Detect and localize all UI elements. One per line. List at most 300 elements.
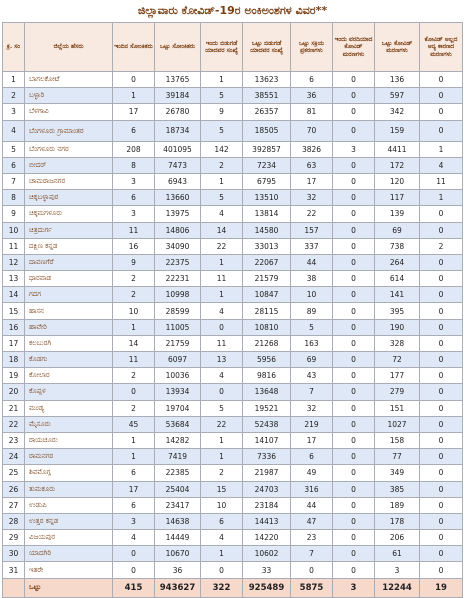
value-cell: 14806 (155, 222, 201, 238)
value-cell: 53684 (155, 416, 201, 432)
value-cell: 0 (201, 319, 243, 335)
table-frame (2, 22, 462, 593)
value-cell: 77 (375, 449, 420, 465)
table-row (3, 238, 463, 254)
value-cell: 1 (113, 432, 155, 448)
district-name-cell: ವಿಜಯಪುರ (25, 530, 113, 546)
district-name-cell: ಚಿಕ್ಕಬಳ್ಳಾಪುರ (25, 190, 113, 206)
value-cell: 5 (201, 120, 243, 141)
value-cell: 5 (291, 319, 333, 335)
value-cell: 33013 (243, 238, 291, 254)
table-row (3, 481, 463, 497)
serial-cell: 24 (3, 449, 25, 465)
value-cell: 0 (420, 120, 463, 141)
value-cell: 23417 (155, 497, 201, 513)
value-cell: 14413 (243, 513, 291, 529)
value-cell: 158 (375, 432, 420, 448)
column-header: ಇಂದಿನ ಸೋಂಕಿತರು (113, 23, 155, 72)
district-name-cell: ಗದಗ (25, 287, 113, 303)
serial-cell: 12 (3, 254, 25, 270)
value-cell: 1 (113, 319, 155, 335)
value-cell: 0 (201, 384, 243, 400)
value-cell: 32 (291, 190, 333, 206)
serial-cell: 10 (3, 222, 25, 238)
table-row (3, 384, 463, 400)
value-cell: 0 (333, 546, 375, 562)
value-cell: 1 (420, 141, 463, 157)
value-cell: 0 (420, 88, 463, 104)
value-cell: 0 (333, 104, 375, 120)
district-name-cell: ಮಂಡ್ಯ (25, 400, 113, 416)
value-cell: 13648 (243, 384, 291, 400)
table-row (3, 546, 463, 562)
serial-cell: 28 (3, 513, 25, 529)
serial-cell: 8 (3, 190, 25, 206)
value-cell: 1 (201, 287, 243, 303)
value-cell: 11 (201, 335, 243, 351)
value-cell: 6 (113, 190, 155, 206)
district-name-cell: ಯಾದಗಿರಿ (25, 546, 113, 562)
value-cell: 6943 (155, 173, 201, 189)
district-name-cell: ಶಿವಮೊಗ್ಗ (25, 465, 113, 481)
value-cell: 2 (201, 465, 243, 481)
value-cell: 1 (201, 432, 243, 448)
district-name-cell: ಬೆಳಗಾವಿ (25, 104, 113, 120)
table-row (3, 141, 463, 157)
value-cell: 2 (113, 271, 155, 287)
total-cell: 19 (420, 578, 463, 597)
value-cell: 89 (291, 303, 333, 319)
value-cell: 8 (113, 157, 155, 173)
value-cell: 328 (375, 335, 420, 351)
total-cell: 925489 (243, 578, 291, 597)
value-cell: 6 (291, 72, 333, 88)
table-row (3, 513, 463, 529)
value-cell: 7 (291, 546, 333, 562)
value-cell: 1 (113, 88, 155, 104)
value-cell: 36 (291, 88, 333, 104)
serial-cell: 15 (3, 303, 25, 319)
value-cell: 45 (113, 416, 155, 432)
value-cell: 14107 (243, 432, 291, 448)
serial-cell: 5 (3, 141, 25, 157)
value-cell: 1 (201, 254, 243, 270)
value-cell: 0 (333, 287, 375, 303)
value-cell: 0 (333, 254, 375, 270)
value-cell: 3826 (291, 141, 333, 157)
value-cell: 43 (291, 368, 333, 384)
serial-cell: 21 (3, 400, 25, 416)
value-cell: 0 (333, 416, 375, 432)
table-row (3, 368, 463, 384)
table-row (3, 173, 463, 189)
value-cell: 34090 (155, 238, 201, 254)
value-cell: 10998 (155, 287, 201, 303)
value-cell: 19704 (155, 400, 201, 416)
value-cell: 6 (113, 497, 155, 513)
district-name-cell: ಹಾಸನ (25, 303, 113, 319)
serial-cell: 9 (3, 206, 25, 222)
total-cell: 943627 (155, 578, 201, 597)
value-cell: 0 (420, 384, 463, 400)
value-cell: 14580 (243, 222, 291, 238)
value-cell: 597 (375, 88, 420, 104)
value-cell: 6 (113, 465, 155, 481)
value-cell: 279 (375, 384, 420, 400)
value-cell: 22231 (155, 271, 201, 287)
serial-cell: 23 (3, 432, 25, 448)
value-cell: 1027 (375, 416, 420, 432)
value-cell: 36 (155, 562, 201, 578)
value-cell: 6097 (155, 352, 201, 368)
value-cell: 189 (375, 497, 420, 513)
district-covid-table (2, 22, 463, 598)
value-cell: 0 (420, 254, 463, 270)
value-cell: 70 (291, 120, 333, 141)
total-row (3, 578, 463, 597)
value-cell: 3 (375, 562, 420, 578)
district-name-cell: ಬೆಂಗಳೂರು ನಗರ (25, 141, 113, 157)
column-header: ಕ್ರ. ಸಂ (3, 23, 25, 72)
value-cell: 142 (201, 141, 243, 157)
column-header: ಒಟ್ಟು ಸೋಂಕಿತರು (155, 23, 201, 72)
value-cell: 0 (333, 190, 375, 206)
serial-cell: 20 (3, 384, 25, 400)
table-body (3, 72, 463, 579)
district-name-cell: ದಾವಣಗೆರೆ (25, 254, 113, 270)
value-cell: 10602 (243, 546, 291, 562)
value-cell: 17 (291, 173, 333, 189)
serial-cell: 18 (3, 352, 25, 368)
value-cell: 0 (333, 449, 375, 465)
table-row (3, 319, 463, 335)
value-cell: 0 (420, 104, 463, 120)
value-cell: 7 (291, 384, 333, 400)
table-row (3, 157, 463, 173)
serial-cell: 19 (3, 368, 25, 384)
value-cell: 0 (333, 173, 375, 189)
total-cell: 322 (201, 578, 243, 597)
value-cell: 159 (375, 120, 420, 141)
value-cell: 157 (291, 222, 333, 238)
value-cell: 26357 (243, 104, 291, 120)
value-cell: 10 (113, 303, 155, 319)
value-cell: 264 (375, 254, 420, 270)
value-cell: 19521 (243, 400, 291, 416)
value-cell: 7419 (155, 449, 201, 465)
column-header: ಜಿಲ್ಲೆಯ ಹೆಸರು (25, 23, 113, 72)
value-cell: 738 (375, 238, 420, 254)
serial-cell: 4 (3, 120, 25, 141)
total-cell: 415 (113, 578, 155, 597)
district-name-cell: ಹಾವೇರಿ (25, 319, 113, 335)
value-cell: 0 (420, 72, 463, 88)
value-cell: 3 (113, 173, 155, 189)
value-cell: 0 (333, 319, 375, 335)
value-cell: 22 (291, 206, 333, 222)
value-cell: 2 (113, 287, 155, 303)
value-cell: 163 (291, 335, 333, 351)
table-row (3, 497, 463, 513)
column-header: ಒಟ್ಟು ಸಕ್ರಿಯ ಪ್ರಕರಣಗಳು (291, 23, 333, 72)
district-name-cell: ಉತ್ತರ ಕನ್ನಡ (25, 513, 113, 529)
value-cell: 0 (333, 222, 375, 238)
value-cell: 0 (333, 335, 375, 351)
value-cell: 5 (201, 88, 243, 104)
district-name-cell: ಚಿಕ್ಕಮಗಳೂರು (25, 206, 113, 222)
value-cell: 72 (375, 352, 420, 368)
value-cell: 10847 (243, 287, 291, 303)
district-name-cell: ಕಲಬುರಗಿ (25, 335, 113, 351)
district-name-cell: ರಾಮನಗರ (25, 449, 113, 465)
value-cell: 151 (375, 400, 420, 416)
serial-cell: 2 (3, 88, 25, 104)
table-row (3, 88, 463, 104)
value-cell: 10036 (155, 368, 201, 384)
district-name-cell: ಕೊಪ್ಪಳ (25, 384, 113, 400)
table-row (3, 206, 463, 222)
value-cell: 17 (113, 481, 155, 497)
district-name-cell: ಕೊಡಗು (25, 352, 113, 368)
value-cell: 3 (113, 513, 155, 529)
value-cell: 23 (291, 530, 333, 546)
value-cell: 10 (201, 497, 243, 513)
serial-cell: 7 (3, 173, 25, 189)
value-cell: 172 (375, 157, 420, 173)
value-cell: 120 (375, 173, 420, 189)
value-cell: 44 (291, 497, 333, 513)
table-row (3, 287, 463, 303)
value-cell: 0 (333, 432, 375, 448)
value-cell: 14 (113, 335, 155, 351)
value-cell: 4 (201, 368, 243, 384)
serial-cell: 1 (3, 72, 25, 88)
table-row (3, 400, 463, 416)
value-cell: 1 (113, 449, 155, 465)
value-cell: 5 (201, 190, 243, 206)
value-cell: 9 (201, 104, 243, 120)
value-cell: 0 (333, 303, 375, 319)
value-cell: 3 (333, 141, 375, 157)
value-cell: 0 (333, 352, 375, 368)
value-cell: 0 (333, 562, 375, 578)
value-cell: 13975 (155, 206, 201, 222)
table-row (3, 416, 463, 432)
table-row (3, 562, 463, 578)
value-cell: 17 (113, 104, 155, 120)
value-cell: 5 (201, 400, 243, 416)
serial-cell: 6 (3, 157, 25, 173)
value-cell: 0 (291, 562, 333, 578)
value-cell: 81 (291, 104, 333, 120)
value-cell: 22 (201, 238, 243, 254)
district-name-cell: ಕೋಲಾರ (25, 368, 113, 384)
value-cell: 0 (333, 206, 375, 222)
value-cell: 136 (375, 72, 420, 88)
serial-cell: 14 (3, 287, 25, 303)
serial-cell: 26 (3, 481, 25, 497)
value-cell: 1 (201, 546, 243, 562)
value-cell: 0 (420, 497, 463, 513)
value-cell: 13765 (155, 72, 201, 88)
table-row (3, 530, 463, 546)
district-name-cell: ಚಾಮರಾಜನಗರ (25, 173, 113, 189)
value-cell: 21987 (243, 465, 291, 481)
table-row (3, 432, 463, 448)
value-cell: 0 (333, 88, 375, 104)
value-cell: 0 (333, 530, 375, 546)
district-name-cell: ಚಿತ್ರದುರ್ಗ (25, 222, 113, 238)
value-cell: 28599 (155, 303, 201, 319)
serial-cell: 17 (3, 335, 25, 351)
district-name-cell: ಇತರೇ (25, 562, 113, 578)
serial-cell: 25 (3, 465, 25, 481)
value-cell: 21579 (243, 271, 291, 287)
value-cell: 9 (113, 254, 155, 270)
value-cell: 0 (420, 562, 463, 578)
value-cell: 4 (113, 530, 155, 546)
value-cell: 0 (420, 335, 463, 351)
value-cell: 0 (333, 72, 375, 88)
value-cell: 316 (291, 481, 333, 497)
serial-cell: 31 (3, 562, 25, 578)
table-row (3, 190, 463, 206)
value-cell: 11 (420, 173, 463, 189)
value-cell: 10 (291, 287, 333, 303)
value-cell: 13510 (243, 190, 291, 206)
value-cell: 11 (113, 352, 155, 368)
table-row (3, 222, 463, 238)
value-cell: 13814 (243, 206, 291, 222)
value-cell: 6 (291, 449, 333, 465)
value-cell: 0 (333, 400, 375, 416)
value-cell: 69 (291, 352, 333, 368)
value-cell: 141 (375, 287, 420, 303)
value-cell: 0 (113, 546, 155, 562)
header-row (3, 23, 463, 72)
value-cell: 32 (291, 400, 333, 416)
value-cell: 0 (333, 497, 375, 513)
district-name-cell: ಉಡುಪಿ (25, 497, 113, 513)
value-cell: 0 (420, 400, 463, 416)
value-cell: 21268 (243, 335, 291, 351)
column-header: ಒಟ್ಟು ಬಿಡುಗಡೆ ಯಾದವರ ಸಂಖ್ಯೆ (243, 23, 291, 72)
total-label-cell: ಒಟ್ಟು (25, 578, 113, 597)
total-cell: 5875 (291, 578, 333, 597)
value-cell: 61 (375, 546, 420, 562)
value-cell: 16 (113, 238, 155, 254)
serial-cell: 16 (3, 319, 25, 335)
value-cell: 0 (420, 206, 463, 222)
value-cell: 401095 (155, 141, 201, 157)
value-cell: 21759 (155, 335, 201, 351)
district-name-cell: ತುಮಕೂರು (25, 481, 113, 497)
district-name-cell: ಬೀದರ್ (25, 157, 113, 173)
value-cell: 22067 (243, 254, 291, 270)
value-cell: 0 (333, 271, 375, 287)
serial-cell: 30 (3, 546, 25, 562)
value-cell: 177 (375, 368, 420, 384)
value-cell: 38551 (243, 88, 291, 104)
value-cell: 2 (113, 400, 155, 416)
value-cell: 4 (201, 206, 243, 222)
value-cell: 15 (201, 481, 243, 497)
value-cell: 0 (420, 513, 463, 529)
value-cell: 24703 (243, 481, 291, 497)
value-cell: 11005 (155, 319, 201, 335)
value-cell: 117 (375, 190, 420, 206)
value-cell: 2 (420, 238, 463, 254)
value-cell: 33 (243, 562, 291, 578)
value-cell: 0 (113, 72, 155, 88)
value-cell: 38 (291, 271, 333, 287)
value-cell: 18505 (243, 120, 291, 141)
value-cell: 0 (113, 384, 155, 400)
value-cell: 13660 (155, 190, 201, 206)
table-row (3, 72, 463, 88)
value-cell: 14282 (155, 432, 201, 448)
value-cell: 392857 (243, 141, 291, 157)
table-row (3, 352, 463, 368)
value-cell: 0 (420, 432, 463, 448)
value-cell: 0 (420, 287, 463, 303)
value-cell: 395 (375, 303, 420, 319)
value-cell: 0 (420, 222, 463, 238)
serial-cell: 29 (3, 530, 25, 546)
value-cell: 6795 (243, 173, 291, 189)
value-cell: 0 (420, 465, 463, 481)
value-cell: 0 (420, 449, 463, 465)
value-cell: 337 (291, 238, 333, 254)
district-name-cell: ರಾಯಚೂರು (25, 432, 113, 448)
value-cell: 9816 (243, 368, 291, 384)
value-cell: 7473 (155, 157, 201, 173)
value-cell: 7336 (243, 449, 291, 465)
value-cell: 0 (420, 352, 463, 368)
value-cell: 208 (113, 141, 155, 157)
serial-cell: 3 (3, 104, 25, 120)
value-cell: 0 (333, 465, 375, 481)
value-cell: 1 (201, 72, 243, 88)
value-cell: 69 (375, 222, 420, 238)
table-row (3, 465, 463, 481)
value-cell: 190 (375, 319, 420, 335)
value-cell: 139 (375, 206, 420, 222)
value-cell: 13623 (243, 72, 291, 88)
column-header: ಕೋವಿಡ್ ಅಲ್ಲದ ಅನ್ಯ ಕಾರಣದ ಮರಣಗಳು (420, 23, 463, 72)
district-name-cell: ಬಾಗಲಕೋಟೆ (25, 72, 113, 88)
column-header: ಒಟ್ಟು ಕೋವಿಡ್ ಮರಣಗಳು (375, 23, 420, 72)
district-name-cell: ಮೈಸೂರು (25, 416, 113, 432)
value-cell: 349 (375, 465, 420, 481)
page-title: ಜಿಲ್ಲಾವಾರು ಕೋವಿಡ್-19ರ ಅಂಕಿಅಂಶಗಳ ವಿವರ** (137, 4, 328, 17)
value-cell: 14449 (155, 530, 201, 546)
value-cell: 614 (375, 271, 420, 287)
value-cell: 0 (420, 416, 463, 432)
value-cell: 26780 (155, 104, 201, 120)
value-cell: 6 (201, 513, 243, 529)
table-row (3, 254, 463, 270)
value-cell: 1 (420, 190, 463, 206)
value-cell: 0 (333, 120, 375, 141)
value-cell: 2 (201, 157, 243, 173)
value-cell: 0 (113, 562, 155, 578)
value-cell: 1 (201, 449, 243, 465)
value-cell: 342 (375, 104, 420, 120)
value-cell: 1 (201, 173, 243, 189)
value-cell: 10810 (243, 319, 291, 335)
value-cell: 385 (375, 481, 420, 497)
